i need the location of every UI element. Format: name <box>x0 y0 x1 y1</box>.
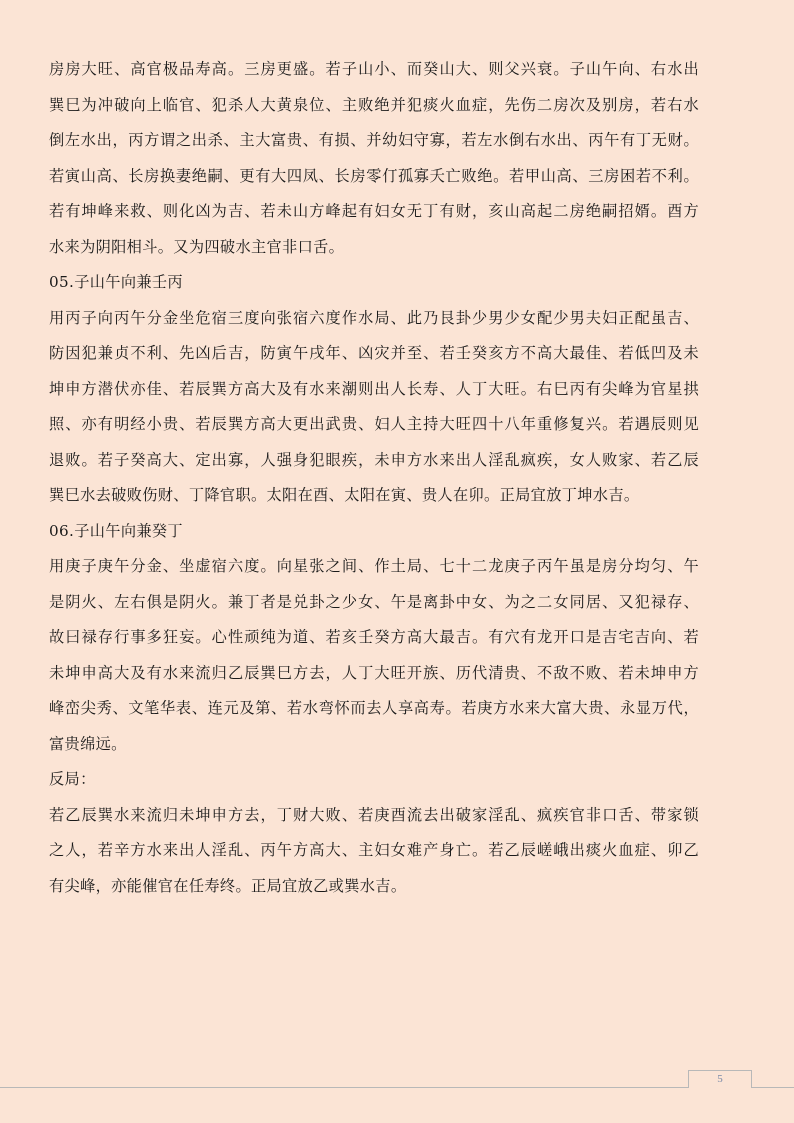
text-line: 坤申方潜伏亦佳、若辰巽方高大及有水来潮则出人长寿、人丁大旺。右巳丙有尖峰为官星拱 <box>49 379 699 398</box>
text-line: 巽巳为冲破向上临官、犯杀人大黄泉位、主败绝并犯痰火血症，先伤二房次及别房，若右水 <box>49 95 699 114</box>
text-line: 用庚子庚午分金、坐虚宿六度。向星张之间、作土局、七十二龙庚子丙午虽是房分均匀、午 <box>49 557 699 575</box>
text-line: 故曰禄存行事多狂妄。心性顽纯为道、若亥壬癸方高大最吉。有穴有龙开口是吉宅吉向、若 <box>49 628 699 646</box>
text-line: 未坤申高大及有水来流归乙辰巽巳方去，人丁大旺开族、历代清贵、不敌不败、若未坤申方 <box>49 663 699 682</box>
text-line: 是阴火、左右俱是阴火。兼丁者是兑卦之少女、午是离卦中女、为之二女同居、又犯禄存、 <box>49 592 699 611</box>
text-line: 若有坤峰来救、则化凶为吉、若未山方峰起有妇女无丁有财，亥山高起二房绝嗣招婿。酉方 <box>49 202 699 220</box>
text-line: 水来为阴阳相斗。又为四破水主官非口舌。 <box>49 237 345 256</box>
page-number: 5 <box>688 1070 752 1088</box>
text-line: 若寅山高、长房换妻绝嗣、更有大四凤、长房零仃孤寡夭亡败绝。若甲山高、三房困若不利。 <box>49 166 699 185</box>
text-line: 巽巳水去破败伤财、丁降官职。太阳在酉、太阳在寅、贵人在卯。正局宜放丁坤水吉。 <box>49 486 640 504</box>
text-line: 防因犯兼贞不利、先凶后吉，防寅午戌年、凶灾并至、若壬癸亥方不高大最佳、若低凹及未 <box>49 344 699 362</box>
text-line: 有尖峰，亦能催官在任寿终。正局宜放乙或巽水吉。 <box>49 876 407 895</box>
text-line: 倒左水出，丙方谓之出杀、主大富贵、有损、并幼妇守寡，若左水倒右水出、丙午有丁无财。 <box>49 131 699 149</box>
section-heading: 反局： <box>49 770 96 788</box>
text-line: 若乙辰巽水来流归未坤申方去，丁财大败、若庚酉流去出破家淫乱、疯疾官非口舌、带家锁 <box>49 805 699 824</box>
text-line: 之人，若辛方水来出人淫乱、丙午方高大、主妇女难产身亡。若乙辰嵯峨出痰火血症、卯乙 <box>49 841 699 859</box>
footer-divider <box>0 1087 794 1088</box>
document-body <box>49 52 699 904</box>
text-line: 用丙子向丙午分金坐危宿三度向张宿六度作水局、此乃艮卦少男少女配少男夫妇正配虽吉、 <box>49 308 699 327</box>
text-line: 峰峦尖秀、文笔华表、连元及第、若水弯怀而去人享高寿。若庚方水来大富大贵、永显万代， <box>49 699 699 717</box>
section-heading: 05.子山午向兼壬丙 <box>49 273 183 291</box>
text-line: 照、亦有明经小贵、若辰巽方高大更出武贵、妇人主持大旺四十八年重修复兴。若遇辰则见 <box>49 415 699 433</box>
text-line: 富贵绵远。 <box>49 734 127 753</box>
section-heading: 06.子山午向兼癸丁 <box>49 521 183 540</box>
text-line: 房房大旺、高官极品寿高。三房更盛。若子山小、而癸山大、则父兴衰。子山午向、右水出 <box>49 60 699 78</box>
text-line: 退败。若子癸高大、定出寡，人强身犯眼疾，未申方水来出人淫乱疯疾，女人败家、若乙辰 <box>49 450 699 469</box>
